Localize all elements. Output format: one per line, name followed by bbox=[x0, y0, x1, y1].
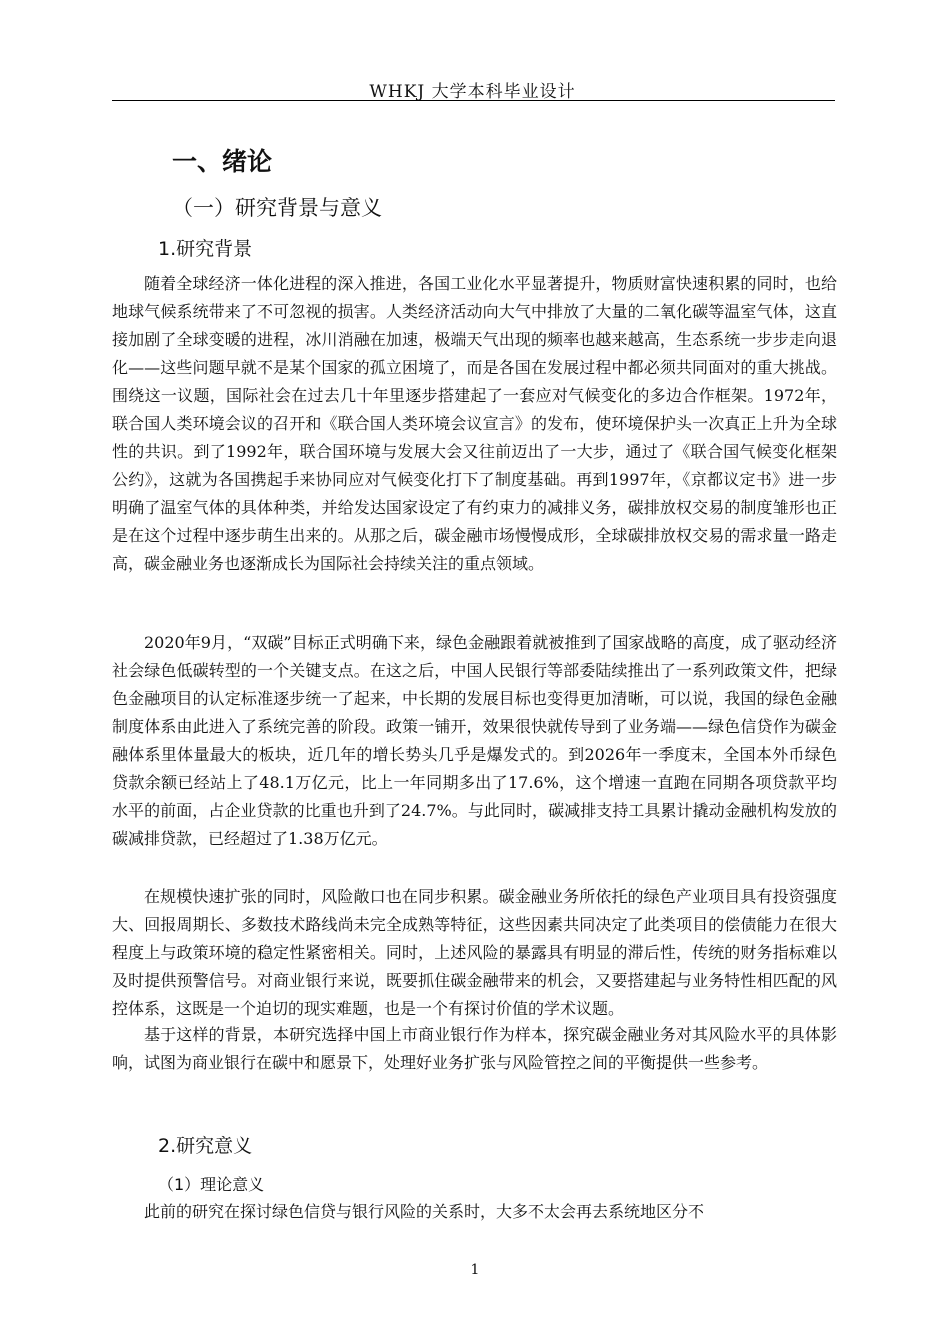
subsection-title-background: 1.研究背景 bbox=[158, 238, 253, 260]
page-header: WHKJ 大学本科毕业设计 bbox=[369, 82, 576, 102]
chapter-title: 一、绪论 bbox=[172, 147, 273, 176]
header-divider bbox=[112, 100, 835, 101]
paragraph: 此前的研究在探讨绿色信贷与银行风险的关系时，大多不太会再去系统地区分不 bbox=[144, 1202, 705, 1221]
section-title: （一）研究背景与意义 bbox=[172, 196, 382, 220]
subsection-title-significance: 2.研究意义 bbox=[158, 1135, 253, 1157]
paragraph: 在规模快速扩张的同时，风险敞口也在同步积累。碳金融业务所依托的绿色产业项目具有投资强度大、回报周期长、多数技术路线尚未完全成熟等特征，这些因素共同决定了此类项目的偿债能力在很大程度上与政策环境的稳定性紧密相关。同时，上述风险的暴露具有明显的滞后性，传统的财务指标难以及时提供预警信号。对商业银行来说，既要抓住碳金融带来的机会，又要搭建起与业务特性相匹配的风控体系，这既是一个迫切的现实难题，也是一个有探讨价值的学术议题。 bbox=[112, 887, 837, 1018]
paragraph: 随着全球经济一体化进程的深入推进，各国工业化水平显著提升，物质财富快速积累的同时，也给地球气候系统带来了不可忽视的损害。人类经济活动向大气中排放了大量的二氧化碳等温室气体，这直接加剧了全球变暖的进程，冰川消融在加速，极端天气出现的频率也越来越高，生态系统一步步走向退化——这些问题早就不是某个国家的孤立困境了，而是各国在发展过程中都必须共同面对的重大挑战。围绕这一议题，国际社会在过去几十年里逐步搭建起了一套应对气候变化的多边合作框架。1972年，联合国人类环境会议的召开和《联合国人类环境会议宣言》的发布，使环境保护头一次真正上升为全球性的共识。到了1992年，联合国环境与发展大会又往前迈出了一大步，通过了《联合国气候变化框架公约》，这就为各国携起手来协同应对气候变化打下了制度基础。再到1997年，《京都议定书》进一步明确了温室气体的具体种类，并给发达国家设定了有约束力的减排义务，碳排放权交易的制度雏形也正是在这个过程中逐步萌生出来的。从那之后，碳金融市场慢慢成形，全球碳排放权交易的需求量一路走高，碳金融业务也逐渐成长为国际社会持续关注的重点领域。 bbox=[112, 274, 837, 573]
page-number: 1 bbox=[470, 1262, 480, 1278]
paragraph: 2020年9月，“双碳”目标正式明确下来，绿色金融跟着就被推到了国家战略的高度，成了驱动经济社会绿色低碳转型的一个关键支点。在这之后，中国人民银行等部委陆续推出了一系列政策文件，把绿色金融项目的认定标准逐步统一了起来，中长期的发展目标也变得更加清晰，可以说，我国的绿色金融制度体系由此进入了系统完善的阶段。政策一铺开，效果很快就传导到了业务端——绿色信贷作为碳金融体系里体量最大的板块，近几年的增长势头几乎是爆发式的。到2026年一季度末，全国本外币绿色贷款余额已经站上了48.1万亿元，比上一年同期多出了17.6%，这个增速一直跑在同期各项贷款平均水平的前面，占企业贷款的比重也升到了24.7%。与此同时，碳减排支持工具累计撬动金融机构发放的碳减排贷款，已经超过了1.38万亿元。 bbox=[112, 633, 837, 848]
paragraph: 基于这样的背景，本研究选择中国上市商业银行作为样本，探究碳金融业务对其风险水平的具体影响，试图为商业银行在碳中和愿景下，处理好业务扩张与风险管控之间的平衡提供一些参考。 bbox=[112, 1025, 837, 1072]
subsubsection-title-theory: （1）理论意义 bbox=[158, 1175, 265, 1194]
